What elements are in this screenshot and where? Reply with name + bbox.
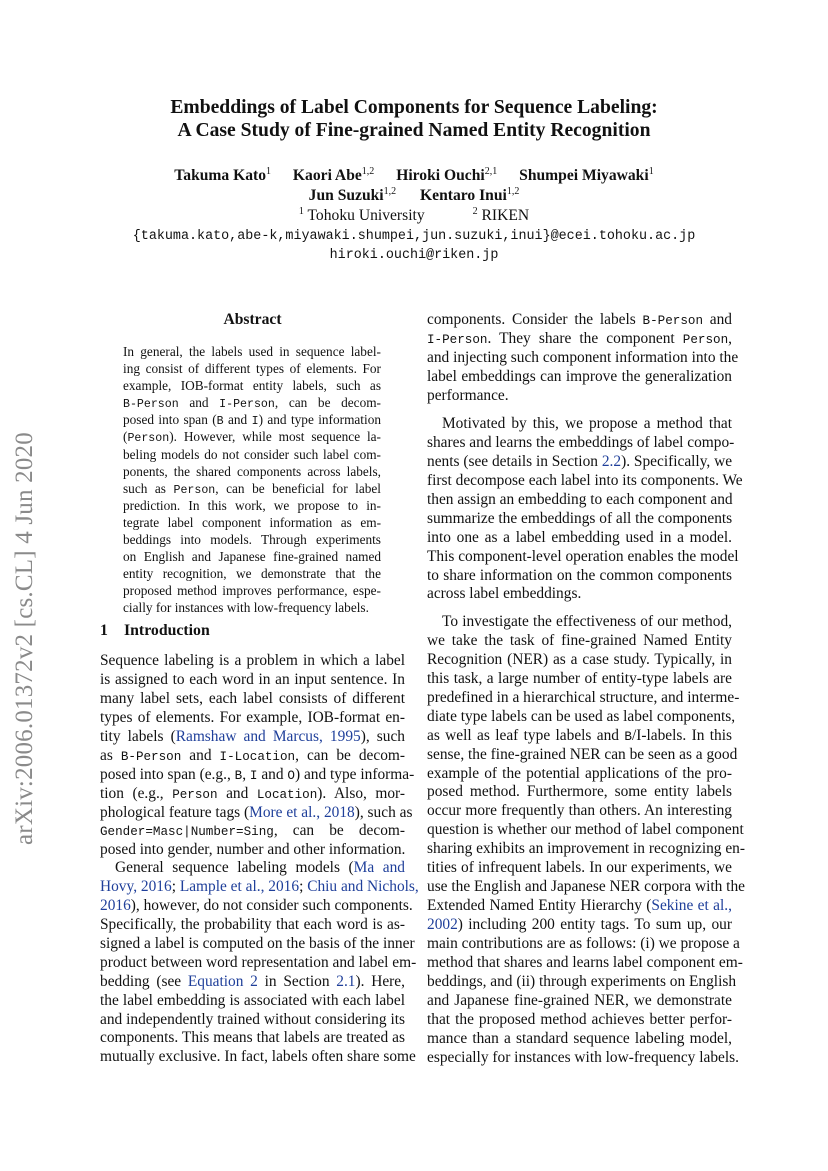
text-line: tities of infrequent labels. In our experiments, we xyxy=(427,859,732,877)
citation-link[interactable]: 2.1 xyxy=(336,972,356,990)
text-line: occur more frequently than others. An interesting xyxy=(427,802,732,820)
author xyxy=(174,167,271,184)
code-token: Person xyxy=(682,332,729,347)
paragraph xyxy=(427,415,743,604)
code-token: I-Person xyxy=(219,398,275,412)
paragraph xyxy=(100,859,419,1067)
text-line: especially for instances with low-frequency labels. xyxy=(427,1048,739,1066)
text-line: In general, the labels used in sequence label- xyxy=(123,344,381,359)
code-token: B xyxy=(624,729,632,744)
text-line: posed into span (B and I) and type information xyxy=(123,412,381,429)
text-line: 2016), however, do not consider such components. xyxy=(100,896,413,914)
citation-link[interactable]: 2002 xyxy=(427,916,458,933)
section-title: Introduction xyxy=(124,622,210,639)
affiliation-name: RIKEN xyxy=(481,207,530,225)
text-line: Hovy, 2016; Lample et al., 2016; Chiu and Nichols, xyxy=(100,877,419,895)
email-line[interactable]: hiroki.ouchi@riken.jp xyxy=(329,248,499,263)
text-line: beling models do not consider such label com- xyxy=(123,446,381,462)
text-line: such as Person, can be beneficial for label xyxy=(123,480,381,497)
affiliation xyxy=(473,207,530,224)
citation-link[interactable]: More et al., 2018 xyxy=(249,803,355,821)
text-line: as well as leaf type labels and B/I-labels. In this xyxy=(427,726,732,744)
text-line: posed into span (e.g., B, I and O) and type informa- xyxy=(100,765,415,783)
text-line: cially for instances with low-frequency labels. xyxy=(123,600,369,616)
text-line: the label embedding is associated with each label xyxy=(100,991,405,1009)
author-affil-mark: 1,2 xyxy=(506,186,520,197)
paper-title xyxy=(110,96,718,142)
text-line: beddings, and (ii) through experiments on English xyxy=(427,972,737,990)
author-affil-mark: 2,1 xyxy=(484,166,498,177)
text-line: posed into gender, number and other information. xyxy=(100,841,406,859)
text-line: types of elements. For example, IOB-format en- xyxy=(100,708,405,726)
code-token: I-Location xyxy=(219,749,296,764)
text-line: on English and Japanese fine-grained named xyxy=(123,549,381,565)
text-line: signed a label is computed on the basis of the inner xyxy=(100,934,415,952)
author xyxy=(293,167,374,184)
author-name: Takuma Kato xyxy=(174,167,267,185)
section-heading xyxy=(100,622,210,640)
code-token: Person xyxy=(127,432,170,446)
author xyxy=(420,187,519,204)
text-line: Gender=Masc|Number=Sing, can be decom- xyxy=(100,822,405,840)
text-line: mance than a standard sequence labeling model, xyxy=(427,1029,732,1047)
text-line: summarize the embeddings of all the components xyxy=(427,509,733,527)
author-affil-mark: 1 xyxy=(266,166,272,177)
text-line: example, IOB-format entity labels, such as xyxy=(123,378,381,394)
code-token: B xyxy=(216,415,224,429)
author-name: Kentaro Inui xyxy=(420,187,507,205)
code-token: Person xyxy=(173,483,216,497)
text-line: and independently trained without considering its xyxy=(100,1010,405,1028)
text-line: components. Consider the labels B-Person and xyxy=(427,311,732,328)
title-line: Embeddings of Label Components for Sequence Labeling: xyxy=(170,97,658,118)
citation-link[interactable]: 2.2 xyxy=(601,452,622,470)
text-line: Extended Named Entity Hierarchy (Sekine et al., xyxy=(427,897,732,915)
code-token: O xyxy=(287,768,295,783)
email-line[interactable]: {takuma.kato,abe-k,miyawaki.shumpei,jun.suzuki,inui}@ecei.tohoku.ac.jp xyxy=(132,229,696,244)
code-token: Person xyxy=(172,787,218,802)
author-affil-mark: 1 xyxy=(648,166,654,177)
text-line: question is whether our method of label component xyxy=(427,821,744,839)
code-token: Gender=Masc|Number=Sing xyxy=(100,825,274,840)
citation-link[interactable]: Chiu and Nichols, xyxy=(307,877,419,895)
text-line: predefined in a hierarchical structure, and interme- xyxy=(427,688,740,706)
text-line: product between word representation and label em- xyxy=(100,953,417,971)
arxiv-stamp: arXiv:2006.01372v2 [cs.CL] 4 Jun 2020 xyxy=(11,432,38,845)
text-line: main contributions are as follows: (i) we propose a xyxy=(427,934,740,952)
text-line: bedding (see Equation 2 in Section 2.1). Here, xyxy=(100,972,405,990)
text-line: method that shares and learns label component em- xyxy=(427,953,743,971)
text-line: diate type labels can be used as label components, xyxy=(427,707,736,725)
text-line: sense, the fine-grained NER can be seen as a good xyxy=(427,745,738,763)
author xyxy=(519,167,654,184)
affiliation-name: Tohoku University xyxy=(307,207,425,225)
author-affil-mark: 1,2 xyxy=(383,186,397,197)
text-line: tion (e.g., Person and Location). Also, mor- xyxy=(100,784,405,802)
author xyxy=(396,167,497,184)
text-line: sharing exhibits an improvement in recognizing en- xyxy=(427,840,745,858)
text-line: entity recognition, we demonstrate that the xyxy=(123,566,381,582)
citation-link[interactable]: Ma and xyxy=(353,859,405,876)
text-line: General sequence labeling models (Ma and xyxy=(115,859,405,876)
text-line: nents (see details in Section 2.2). Specifically, we xyxy=(427,452,733,470)
text-line: posed method. Furthermore, some entity labels xyxy=(427,783,732,801)
text-line: This component-level operation enables the model xyxy=(427,547,739,565)
author-affil-mark: 1,2 xyxy=(361,166,375,177)
code-token: B xyxy=(234,768,243,783)
text-line: proposed method improves performance, espe- xyxy=(123,583,381,599)
text-line: many label sets, each label consists of different xyxy=(100,689,405,707)
text-line: use the English and Japanese NER corpora with the xyxy=(427,878,745,896)
text-line: 2002) including 200 entity tags. To sum up, our xyxy=(427,916,732,933)
author-name: Shumpei Miyawaki xyxy=(519,167,649,185)
section-number: 1 xyxy=(100,622,108,639)
text-line: Specifically, the probability that each word is as- xyxy=(100,915,405,933)
citation-link[interactable]: Equation 2 xyxy=(187,972,258,990)
text-line: phological feature tags (More et al., 2018), such as xyxy=(100,803,413,821)
text-line: this task, a large number of entity-type labels are xyxy=(427,669,732,687)
citation-link[interactable]: Hovy, 2016 xyxy=(100,877,172,895)
text-line: example of the potential applications of the pro- xyxy=(427,764,732,782)
text-line: is assigned to each word in an input sentence. In xyxy=(100,670,405,688)
text-line: performance. xyxy=(427,386,509,404)
author-name: Kaori Abe xyxy=(292,167,362,185)
text-line: as B-Person and I-Location, can be decom- xyxy=(100,746,405,764)
text-line: to share information on the common components xyxy=(427,566,732,584)
paragraph xyxy=(427,311,739,406)
author-list xyxy=(90,186,738,205)
text-line: that the proposed method achieves better perfor- xyxy=(427,1010,732,1028)
text-line: ponents, the shared components across labels, xyxy=(123,463,381,479)
author-name: Hiroki Ouchi xyxy=(396,167,485,185)
text-line: B-Person and I-Person, can be decom- xyxy=(123,395,381,412)
text-line: Motivated by this, we propose a method that xyxy=(442,415,732,432)
title-line: A Case Study of Fine-grained Named Entity Recognition xyxy=(177,120,651,141)
affiliations xyxy=(90,206,738,225)
code-token: I-Person xyxy=(427,332,488,347)
text-line: Sequence labeling is a problem in which a label xyxy=(100,652,405,669)
text-line: and Japanese fine-grained NER, we demonstrate xyxy=(427,991,732,1009)
text-line: Recognition (NER) as a case study. Typically, in xyxy=(427,650,732,668)
text-line: label embeddings can improve the generalization xyxy=(427,367,732,385)
text-line: into one as a label embedding used in a model. xyxy=(427,528,732,546)
code-token: B-Person xyxy=(123,398,179,412)
text-line: then assign an embedding to each component and xyxy=(427,490,733,508)
text-line: mutually exclusive. In fact, labels often share some xyxy=(100,1048,416,1066)
abstract-body xyxy=(123,343,381,617)
affiliation-mark: 2 xyxy=(472,206,478,217)
code-token: B-Person xyxy=(642,314,704,328)
affiliation-mark: 1 xyxy=(298,206,304,217)
text-line: ing consist of different types of elements. For xyxy=(123,361,381,377)
text-line: across label embeddings. xyxy=(427,585,582,603)
author-list xyxy=(90,166,738,185)
citation-link[interactable]: Sekine et al., xyxy=(651,897,732,915)
code-token: I xyxy=(249,768,258,783)
author xyxy=(309,187,396,204)
author-name: Jun Suzuki xyxy=(308,187,384,205)
text-line: tegrate label component information as em- xyxy=(123,514,381,530)
citation-link[interactable]: 2016 xyxy=(100,896,131,914)
text-line: shares and learns the embeddings of label compo- xyxy=(427,433,735,451)
text-line: To investigate the effectiveness of our method, xyxy=(442,613,732,630)
text-line: tity labels (Ramshaw and Marcus, 1995), such xyxy=(100,727,405,745)
paragraph xyxy=(100,652,415,860)
text-line: beddings into models. Through experiments xyxy=(123,532,381,548)
text-line: we take the task of fine-grained Named Entity xyxy=(427,631,732,649)
code-token: B-Person xyxy=(120,749,182,764)
affiliation xyxy=(299,207,425,224)
text-line: first decompose each label into its components. We xyxy=(427,471,743,489)
citation-link[interactable]: Ramshaw and Marcus, 1995 xyxy=(175,727,361,745)
abstract-heading: Abstract xyxy=(223,311,282,328)
text-line: components. This means that labels are treated as xyxy=(100,1029,405,1047)
text-line: I-Person. They share the component Person, xyxy=(427,329,732,347)
code-token: I xyxy=(251,415,259,429)
paragraph xyxy=(427,613,745,1068)
text-line: prediction. In this work, we propose to in- xyxy=(123,497,381,513)
citation-link[interactable]: Lample et al., 2016 xyxy=(179,877,300,895)
text-line: and injecting such component information into the xyxy=(427,348,739,366)
text-line: (Person). However, while most sequence la- xyxy=(123,429,381,446)
code-token: Location xyxy=(256,787,318,802)
